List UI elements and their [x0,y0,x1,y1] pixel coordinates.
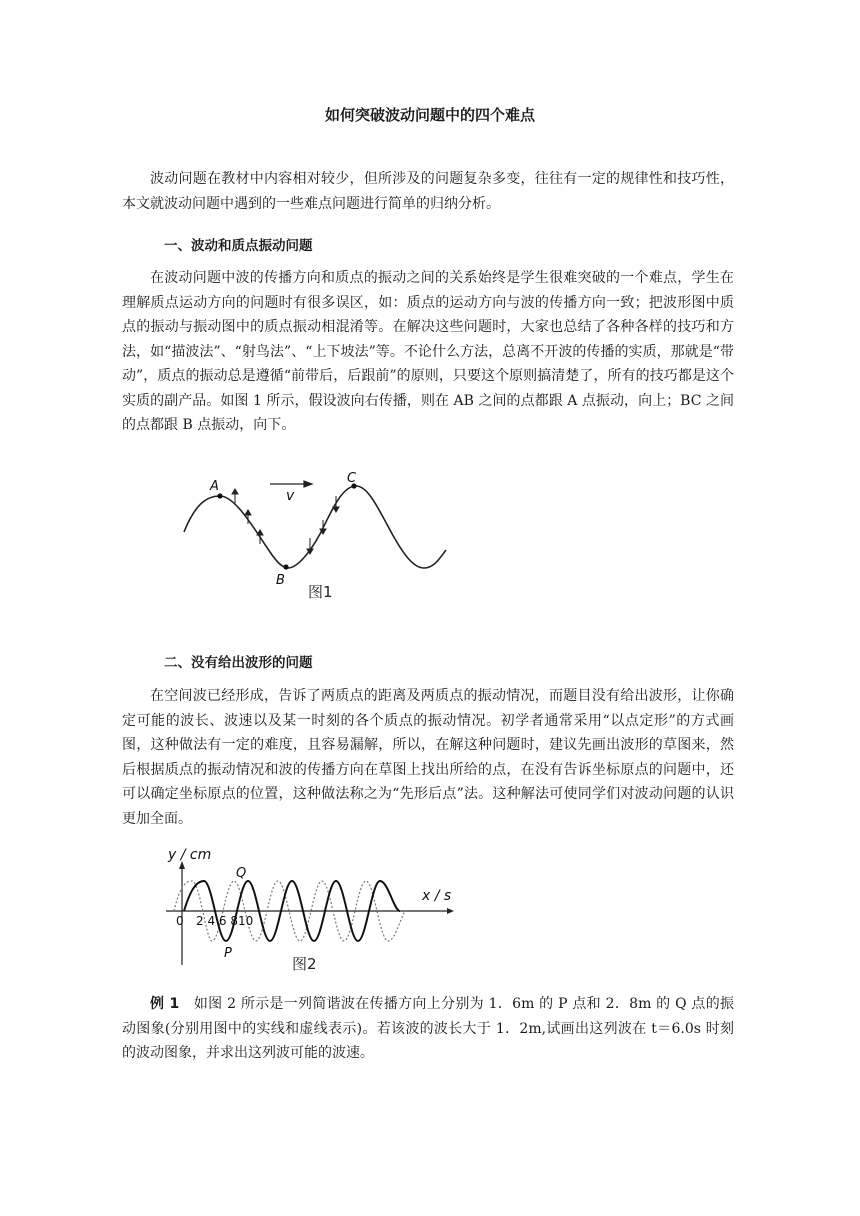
point-q-label: Q [236,866,247,881]
figure-1-caption: 图1 [308,583,333,601]
x-axis-arrowhead [447,908,454,914]
example-1-paragraph [122,992,734,1066]
x-tick-labels: 2 4 6 810 [196,914,254,928]
figure-2-svg [160,845,460,975]
intro-paragraph: 波动问题在教材中内容相对较少，但所涉及的问题复杂多变，往往有一定的规律性和技巧性，本文就波动问题中遇到的一些难点问题进行简单的归纳分析。 [122,171,734,212]
page-title: 如何突破波动问题中的四个难点 [324,106,535,124]
figure-2-caption: 图2 [292,955,317,973]
section1-heading: 一、波动和质点振动问题 [164,238,313,254]
y-axis-label: y / cm [168,847,212,863]
figure-1 [178,472,458,612]
example-1-body: 如图 2 所示是一列简谐波在传播方向上分别为 1．6m 的 P 点和 2．8m 的 Q 点的振动图象(分别用图中的实线和虚线表示)。若该波的波长大于 1．2m,试画出这列波在 t＝6.0s 时刻的波动图象，并求出这列波可能的波速。 [122,996,734,1061]
point-c-label: C [347,472,357,486]
x-axis-label: x / s [422,888,452,904]
section2-heading: 二、没有给出波形的问题 [164,655,313,671]
point-a-dot [217,493,222,498]
point-b-label: B [276,573,285,588]
velocity-arrow [270,481,312,487]
velocity-label: v [286,488,295,504]
figure-1-svg [178,472,458,612]
wave-curve [184,486,446,568]
example-1-label: 例 1 [150,996,180,1012]
origin-label: 0 [176,914,184,928]
section2-body: 在空间波已经形成，告诉了两质点的距离及两质点的振动情况，而题目没有给出波形，让你确定可能的波长、波速以及某一时刻的各个质点的振动情况。初学者通常采用“以点定形”的方式画图，这种做法有一定的难度，且容易漏解，所以，在解这种问题时，建议先画出波形的草图来，然后根据质点的振动情况和波的传播方向在草图上找出所给的点，在没有告诉坐标原点的问题中，还可以确定坐标原点的位置，这种做法称之为“先形后点”法。这种解法可使同学们对波动问题的认识更加全面。 [122,688,734,827]
point-a-label: A [210,479,219,494]
figure-2 [160,845,460,975]
section1-body: 在波动问题中波的传播方向和质点的振动之间的关系始终是学生很难突破的一个难点，学生在理解质点运动方向的问题时有很多误区，如：质点的运动方向与波的传播方向一致；把波形图中质点的振动与振动图中的质点振动相混淆等。在解决这些问题时，大家也总结了各种各样的技巧和方法，如“描波法”、“射鸟法”、“上下坡法”等。不论什么方法，总离不开波的传播的实质，那就是“带动”，质点的振动总是遵循“前带后，后跟前”的原则，只要这个原则搞清楚了，所有的技巧都是这个实质的副产品。如图 1 所示，假设波向右传播，则在 AB 之间的点都跟 A 点振动，向上；BC 之间的点都跟 B 点振动，向下。 [122,270,734,433]
point-b-dot [283,564,288,569]
point-p-label: P [224,946,232,961]
